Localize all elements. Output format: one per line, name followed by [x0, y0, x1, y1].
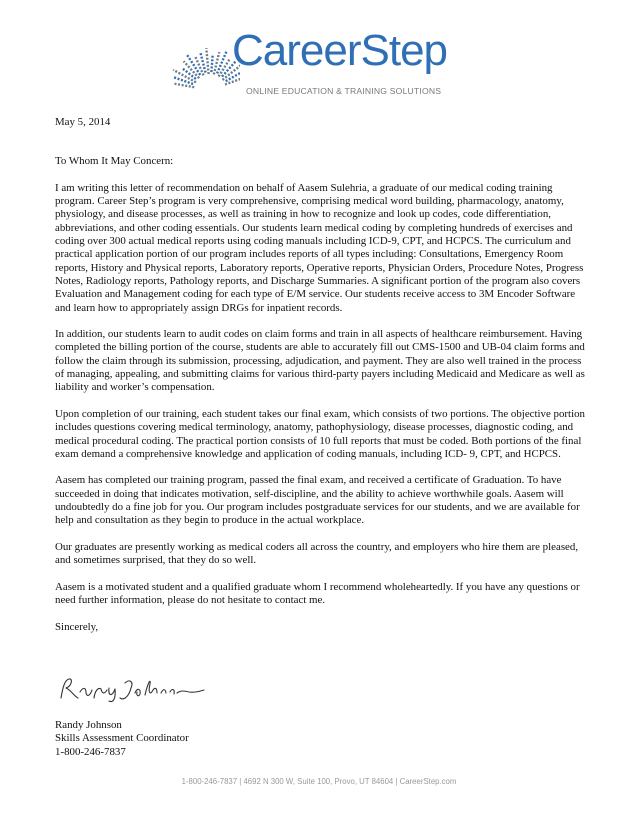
brand-name: CareerStep — [232, 26, 448, 75]
letter-body — [55, 116, 585, 647]
signer-title: Skills Assessment Coordinator — [55, 732, 189, 745]
logo-ray — [206, 48, 208, 74]
logo-ray — [214, 52, 219, 74]
brand-tagline: ONLINE EDUCATION & TRAINING SOLUTIONS — [246, 86, 442, 96]
salutation: To Whom It May Concern: — [55, 155, 174, 168]
body-paragraph: I am writing this letter of recommendation on behalf of Aasem Sulehria, a graduate of our medical coding training program. Career Step’s program is very comprehensive, comprising medical word building, pharmacology, anatomy, physiology, and disease processes, as well as training in how to recognize and look up codes, code differentiation, abbreviations, and other coding essentials. Our students learn medical coding by completing hundreds of exercises and coding over 300 actual medical reports using coding manuals including ICD-9, CPT, and HCPCS. The curriculum and practical application portion of our program includes reports of all types including: Consultations, Emergency Room reports, History and Physical reports, Laboratory reports, Operative reports, Physician Orders, Procedure Notes, Progress Notes, Radiology reports, Pathology reports, and Discharge Summaries. A significant portion of the program also covers Evaluation and Management coding for each type of E/M service. Our students receive access to 3M Encoder Software and learn how to appropriately assign DRGs for inpatient records. — [55, 181, 584, 314]
body-paragraph: Aasem is a motivated student and a qualified graduate whom I recommend wholeheartedly. If you have any questions or need further information, please do not hesitate to contact me. — [55, 580, 580, 607]
letterhead-footer: 1-800-246-7837 | 4692 N 300 W, Suite 100, Provo, UT 84604 | CareerStep.com — [181, 777, 457, 786]
closing: Sincerely, — [55, 620, 99, 633]
signer-name: Randy Johnson — [55, 719, 122, 731]
logo-ray — [211, 54, 212, 72]
logo-ray — [217, 51, 226, 73]
logo-ray — [196, 57, 204, 75]
sunburst-arc-icon — [170, 26, 240, 102]
body-paragraph: Upon completion of our training, each student takes our final exam, which consists of two portions. The objective portion includes questions covering medical terminology, anatomy, pathophysiology, disease processes, diagnostic coding, and medical procedural coding. The practical portion consists of 10 full reports that must be coded. Both portions of the final exam demand a comprehensive knowledge and application of coding manuals, including ICD- 9, CPT, and HCPCS. — [55, 407, 585, 460]
letter-date: May 5, 2014 — [55, 116, 111, 128]
signer-block — [55, 719, 189, 759]
signer-phone: 1-800-246-7837 — [55, 745, 126, 758]
company-logo — [170, 26, 470, 102]
body-paragraph: Our graduates are presently working as medical coders all across the country, and employers who hire them are pleased, and sometimes surprised, that they do so well. — [55, 540, 579, 567]
logo-ray — [200, 52, 205, 72]
body-paragraph: In addition, our students learn to audit codes on claim forms and train in all aspects of healthcare reimbursement. Having completed the billing portion of the course, students are able to accurately fill out CMS-1500 and UB-04 claim forms and follow the claim through its submission, processing, adjudication, and payment. They are also well trained in the process of managing, appealing, and submitting claims for various third-party payers including Medicaid and Medicare as well as liability and worker’s compensation. — [55, 328, 585, 394]
handwritten-signature — [57, 674, 207, 704]
body-paragraph: Aasem has completed our training program, passed the final exam, and received a certificate of Graduation. To have succeeded in doing that indicates motivation, self-discipline, and the ability to achieve worthwhile goals. Aasem will undoubtedly do a fine job for you. Our program includes postgraduate services for our students, and we are available for help and consultation as they begin to produce in the actual workplace. — [55, 474, 580, 527]
logo-ray — [219, 60, 230, 77]
